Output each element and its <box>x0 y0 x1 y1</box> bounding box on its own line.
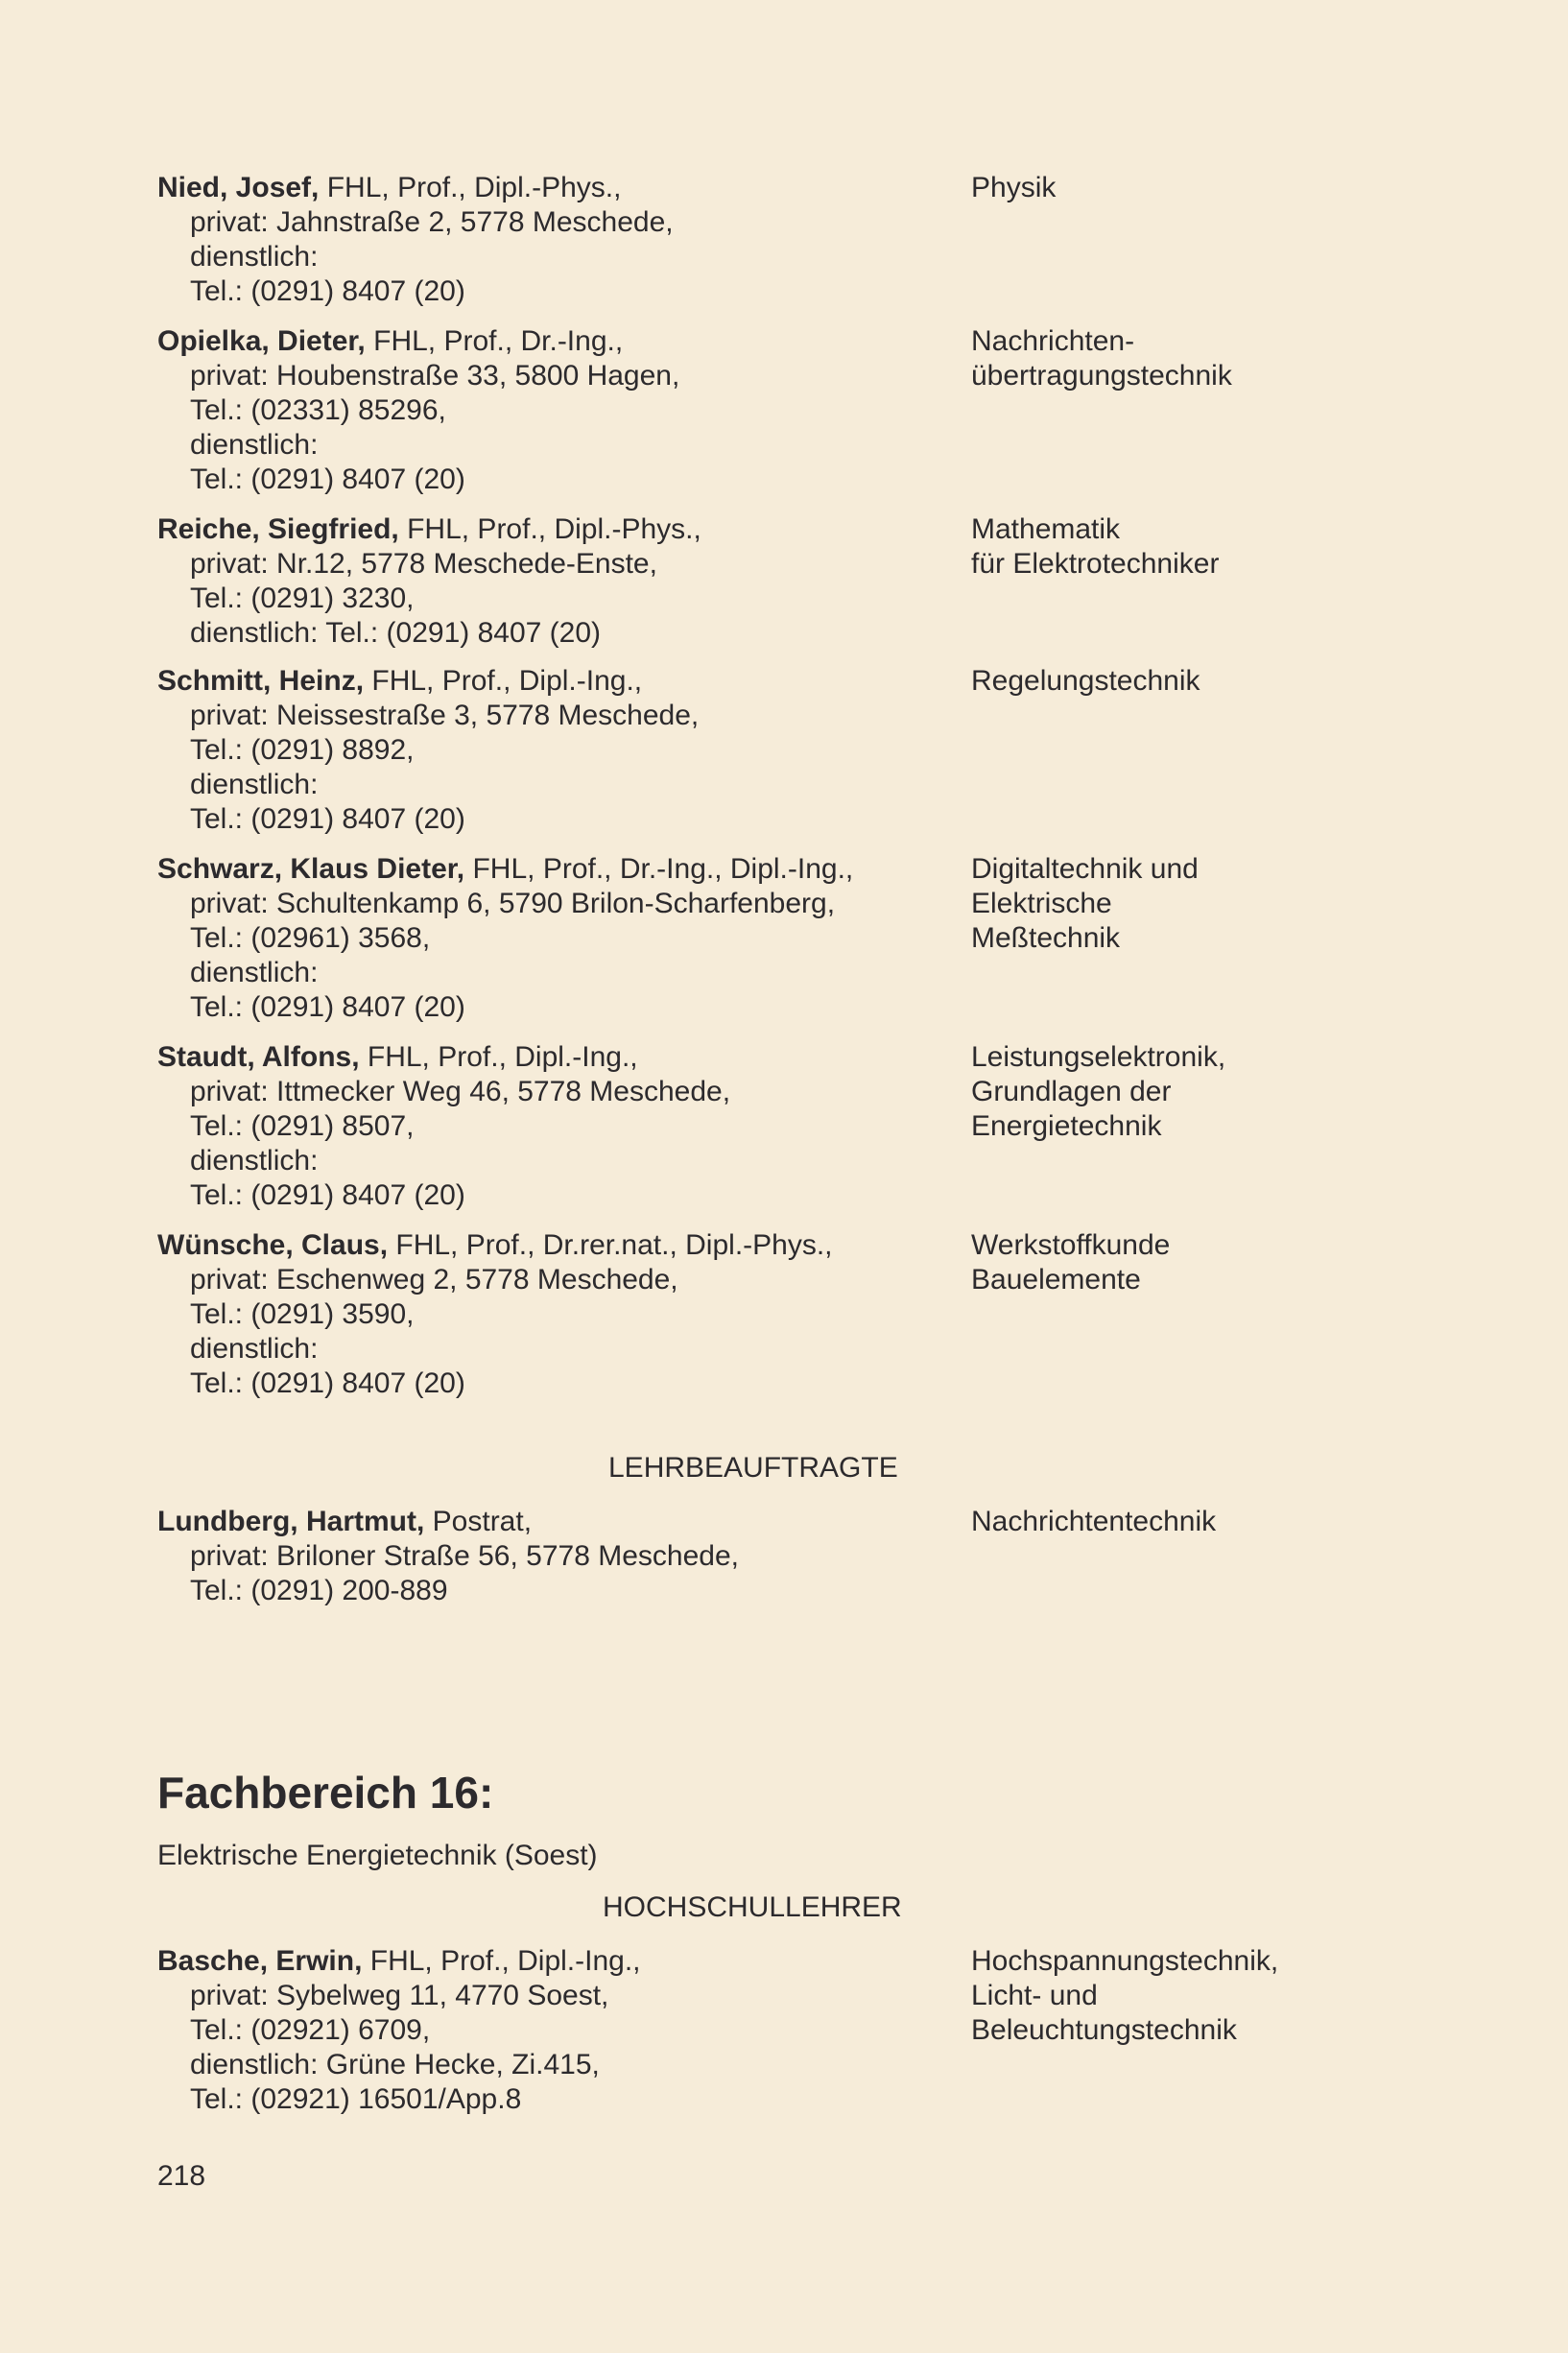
subject-line: für Elektrotechniker <box>971 548 1220 580</box>
entry-heading-line <box>157 1040 973 1075</box>
entry-heading-line <box>157 324 973 359</box>
person-title: FHL, Prof., Dipl.-Ing., <box>364 665 643 697</box>
subject-line: Physik <box>971 172 1057 203</box>
person-title: FHL, Prof., Dipl.-Ing., <box>359 1041 638 1073</box>
person-title: FHL, Prof., Dipl.-Ing., <box>362 1945 641 1977</box>
person-name: Basche, Erwin, <box>157 1945 363 1977</box>
contact-line: Tel.: (0291) 3590, <box>190 1298 415 1330</box>
contact-line: dienstlich: <box>190 957 319 988</box>
contact-line: Tel.: (0291) 8407 (20) <box>190 803 465 835</box>
contact-line: Tel.: (02921) 16501/App.8 <box>190 2083 522 2115</box>
contact-line: dienstlich: <box>190 1145 319 1176</box>
contact-line: Tel.: (0291) 8407 (20) <box>190 1179 465 1211</box>
person-title: FHL, Prof., Dipl.-Phys., <box>319 172 622 203</box>
contact-line: Tel.: (02331) 85296, <box>190 394 446 426</box>
person-name: Lundberg, Hartmut, <box>157 1506 425 1537</box>
contact-line: Tel.: (0291) 200-889 <box>190 1575 448 1606</box>
subject-line: Nachrichten- <box>971 325 1135 357</box>
entry-heading-line <box>157 852 973 887</box>
person-name: Nied, Josef, <box>157 172 320 203</box>
contact-line: dienstlich: Grüne Hecke, Zi.415, <box>190 2049 600 2080</box>
entry-heading-line <box>157 1505 973 1539</box>
contact-line: dienstlich: <box>190 1333 319 1365</box>
person-title: Postrat, <box>424 1506 533 1537</box>
subject-line: Licht- und <box>971 1980 1098 2011</box>
entry-heading-line <box>157 1228 973 1263</box>
person-title: FHL, Prof., Dr.rer.nat., Dipl.-Phys., <box>388 1229 833 1261</box>
subject-area <box>971 1228 1374 1297</box>
subject-line: Werkstoffkunde <box>971 1229 1171 1261</box>
person-title: FHL, Prof., Dr.-Ing., <box>365 325 624 357</box>
entry-details <box>157 1505 973 1608</box>
person-title: FHL, Prof., Dr.-Ing., Dipl.-Ing., <box>464 853 854 885</box>
contact-line: Tel.: (0291) 8407 (20) <box>190 991 465 1023</box>
entry-details <box>157 1228 973 1401</box>
contact-line: Tel.: (0291) 8892, <box>190 734 415 766</box>
entry-details <box>157 1040 973 1213</box>
subject-line: Hochspannungstechnik, <box>971 1945 1279 1977</box>
subject-line: Energietechnik <box>971 1110 1162 1142</box>
contact-line: privat: Ittmecker Weg 46, 5778 Meschede, <box>190 1076 731 1107</box>
section-heading-hochschullehrer: HOCHSCHULLEHRER <box>603 1891 902 1923</box>
contact-line: Tel.: (0291) 3230, <box>190 582 415 614</box>
subject-line: Beleuchtungstechnik <box>971 2014 1237 2046</box>
contact-line: Tel.: (0291) 8507, <box>190 1110 415 1142</box>
entry-heading-line <box>157 512 973 547</box>
contact-line: privat: Jahnstraße 2, 5778 Meschede, <box>190 206 674 238</box>
person-name: Schwarz, Klaus Dieter, <box>157 853 465 885</box>
contact-line: privat: Sybelweg 11, 4770 Soest, <box>190 1980 609 2011</box>
person-name: Staudt, Alfons, <box>157 1041 360 1073</box>
contact-line: privat: Schultenkamp 6, 5790 Brilon-Scharfenberg, <box>190 888 836 919</box>
contact-line: privat: Houbenstraße 33, 5800 Hagen, <box>190 360 680 392</box>
subject-line: Grundlagen der <box>971 1076 1172 1107</box>
subject-area <box>971 171 1374 205</box>
entry-heading-line <box>157 1944 973 1979</box>
fachbereich-title: Fachbereich 16: <box>157 1768 494 1818</box>
subject-area <box>971 324 1374 393</box>
contact-line: dienstlich: <box>190 241 319 273</box>
contact-line: Tel.: (02961) 3568, <box>190 922 431 954</box>
person-title: FHL, Prof., Dipl.-Phys., <box>398 513 701 545</box>
entry-heading-line <box>157 664 973 699</box>
entry-details <box>157 171 973 309</box>
contact-line: Tel.: (02921) 6709, <box>190 2014 431 2046</box>
entry-details <box>157 1944 973 2117</box>
subject-area <box>971 1944 1374 2048</box>
entry-details <box>157 664 973 837</box>
fachbereich-subtitle: Elektrische Energietechnik (Soest) <box>157 1840 598 1871</box>
page-number: 218 <box>157 2160 206 2192</box>
subject-line: Nachrichtentechnik <box>971 1506 1217 1537</box>
entry-details <box>157 512 973 651</box>
entry-details <box>157 324 973 497</box>
subject-line: Mathematik <box>971 513 1121 545</box>
entry-heading-line <box>157 171 973 205</box>
subject-area <box>971 512 1374 582</box>
subject-area <box>971 852 1374 956</box>
contact-line: Tel.: (0291) 8407 (20) <box>190 463 465 495</box>
subject-line: Meßtechnik <box>971 922 1121 954</box>
subject-line: Regelungstechnik <box>971 665 1200 697</box>
entry-details <box>157 852 973 1025</box>
contact-line: dienstlich: <box>190 429 319 461</box>
subject-line: übertragungstechnik <box>971 360 1232 392</box>
contact-line: Tel.: (0291) 8407 (20) <box>190 1367 465 1399</box>
subject-line: Digitaltechnik und <box>971 853 1199 885</box>
subject-area <box>971 664 1374 699</box>
contact-line: privat: Nr.12, 5778 Meschede-Enste, <box>190 548 657 580</box>
contact-line: privat: Briloner Straße 56, 5778 Meschede, <box>190 1540 739 1572</box>
contact-line: privat: Eschenweg 2, 5778 Meschede, <box>190 1264 678 1295</box>
person-name: Reiche, Siegfried, <box>157 513 399 545</box>
subject-area <box>971 1040 1374 1144</box>
subject-line: Elektrische <box>971 888 1112 919</box>
subject-line: Bauelemente <box>971 1264 1141 1295</box>
contact-line: dienstlich: Tel.: (0291) 8407 (20) <box>190 617 602 649</box>
section-heading-lehrbeauftragte: LEHRBEAUFTRAGTE <box>608 1452 898 1484</box>
person-name: Schmitt, Heinz, <box>157 665 365 697</box>
subject-line: Leistungselektronik, <box>971 1041 1226 1073</box>
contact-line: privat: Neissestraße 3, 5778 Meschede, <box>190 700 700 731</box>
person-name: Opielka, Dieter, <box>157 325 366 357</box>
contact-line: Tel.: (0291) 8407 (20) <box>190 275 465 307</box>
contact-line: dienstlich: <box>190 769 319 800</box>
person-name: Wünsche, Claus, <box>157 1229 389 1261</box>
subject-area <box>971 1505 1374 1539</box>
